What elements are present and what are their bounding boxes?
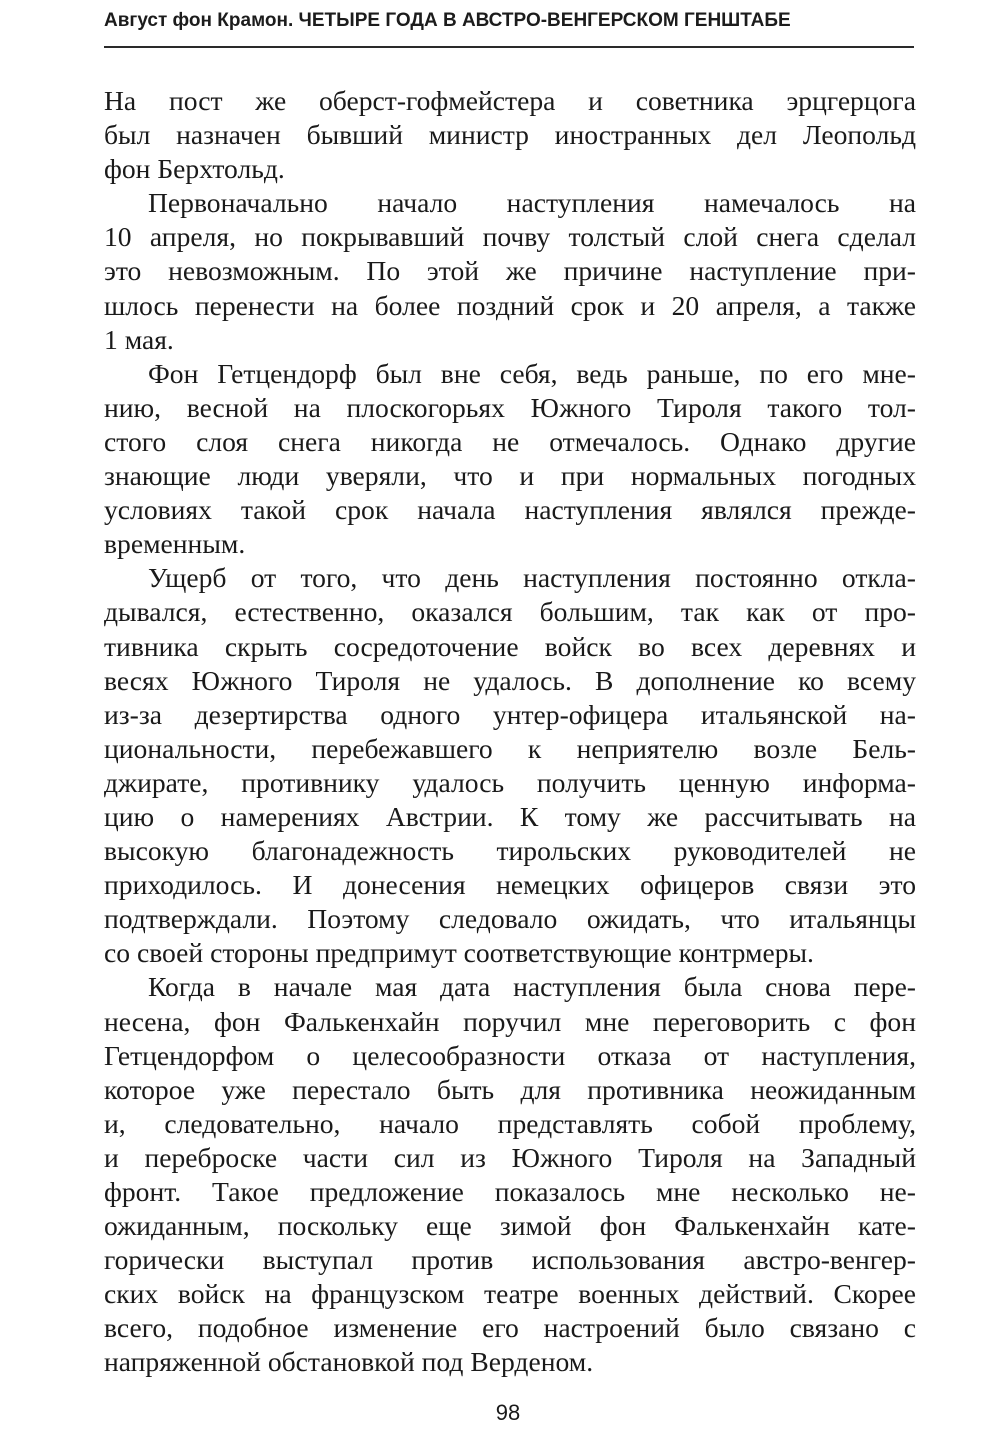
text-line: временным. xyxy=(104,528,246,560)
text-line: горически выступал против использования австро-венгер- xyxy=(104,1244,916,1276)
paragraph-3 xyxy=(104,357,916,562)
text-line: был назначен бывший министр иностранных дел Леопольд xyxy=(104,119,916,151)
text-line: всего, подобное изменение его настроений было связано с xyxy=(104,1312,916,1344)
text-line: Фон Гетцендорф был вне себя, ведь раньше, по его мне- xyxy=(148,357,916,389)
text-line: фон Берхтольд. xyxy=(104,153,285,185)
text-line: 10 апреля, но покрывавший почву толстый слой снега сделал xyxy=(104,221,916,253)
text-line: цию о намерениях Австрии. К тому же рассчитывать на xyxy=(104,800,916,832)
text-line: шлось перенести на более поздний срок и 20 апреля, а также xyxy=(104,289,916,321)
text-line: подтверждали. Поэтому следовало ожидать, что итальянцы xyxy=(104,903,916,935)
page-number: 98 xyxy=(495,1400,521,1425)
text-line: джирате, противнику удалось получить ценную информа- xyxy=(104,766,916,798)
text-line: знающие люди уверяли, что и при нормальных погодных xyxy=(104,460,916,492)
text-line: условиях такой срок начала наступления являлся прежде- xyxy=(104,494,916,526)
text-line: и, следовательно, начало представлять собой проблему, xyxy=(104,1107,916,1139)
running-head: Август фон Крамон. ЧЕТЫРЕ ГОДА В АВСТРО-ВЕНГЕРСКОМ ГЕНШТАБЕ xyxy=(104,10,791,31)
text-line: и переброске части сил из Южного Тироля на Западный xyxy=(104,1141,916,1173)
text-line: несена, фон Фалькенхайн поручил мне переговорить с фон xyxy=(104,1005,916,1037)
paragraph-2 xyxy=(104,186,916,356)
text-line: из-за дезертирства одного унтер-офицера итальянской на- xyxy=(104,698,916,730)
paragraph-5 xyxy=(104,970,916,1379)
text-line: нию, весной на плоскогорьях Южного Тироля такого тол- xyxy=(104,391,916,423)
text-line: стого слоя снега никогда не отмечалось. Однако другие xyxy=(104,425,916,457)
text-line: со своей стороны предпримут соответствующие контрмеры. xyxy=(104,937,814,969)
text-line: дывался, естественно, оказался большим, так как от про- xyxy=(104,596,916,628)
text-line: Гетцендорфом о целесообразности отказа от наступления, xyxy=(104,1039,916,1071)
header-rule xyxy=(104,46,914,48)
text-line: это невозможным. По этой же причине наступление при- xyxy=(104,255,916,287)
text-line: ских войск на французском театре военных действий. Скорее xyxy=(104,1278,916,1310)
text-line: Первоначально начало наступления намечалось на xyxy=(148,187,916,219)
text-line: Ущерб от того, что день наступления постоянно откла- xyxy=(148,562,916,594)
text-line: которое уже перестало быть для противника неожиданным xyxy=(104,1073,916,1105)
text-line: тивника скрыть сосредоточение войск во всех деревнях и xyxy=(104,630,916,662)
text-line: На пост же оберст-гофмейстера и советника эрцгерцога xyxy=(104,85,916,116)
text-line: высокую благонадежность тирольских руководителей не xyxy=(104,835,916,867)
text-line: Когда в начале мая дата наступления была снова пере- xyxy=(148,971,916,1003)
text-line: 1 мая. xyxy=(104,323,174,355)
paragraph-4 xyxy=(104,561,916,970)
text-line: весях Южного Тироля не удалось. В дополнение ко всему xyxy=(104,664,916,696)
paragraph-1 xyxy=(104,84,916,186)
text-line: циональности, перебежавшего к неприятелю возле Бель- xyxy=(104,732,916,764)
text-line: фронт. Такое предложение показалось мне несколько не- xyxy=(104,1176,916,1207)
text-line: приходилось. И донесения немецких офицеров связи это xyxy=(104,869,916,901)
text-line: ожиданным, поскольку еще зимой фон Фалькенхайн кате- xyxy=(104,1210,916,1242)
body-text xyxy=(104,84,916,1380)
text-line: напряженной обстановкой под Верденом. xyxy=(104,1346,594,1378)
